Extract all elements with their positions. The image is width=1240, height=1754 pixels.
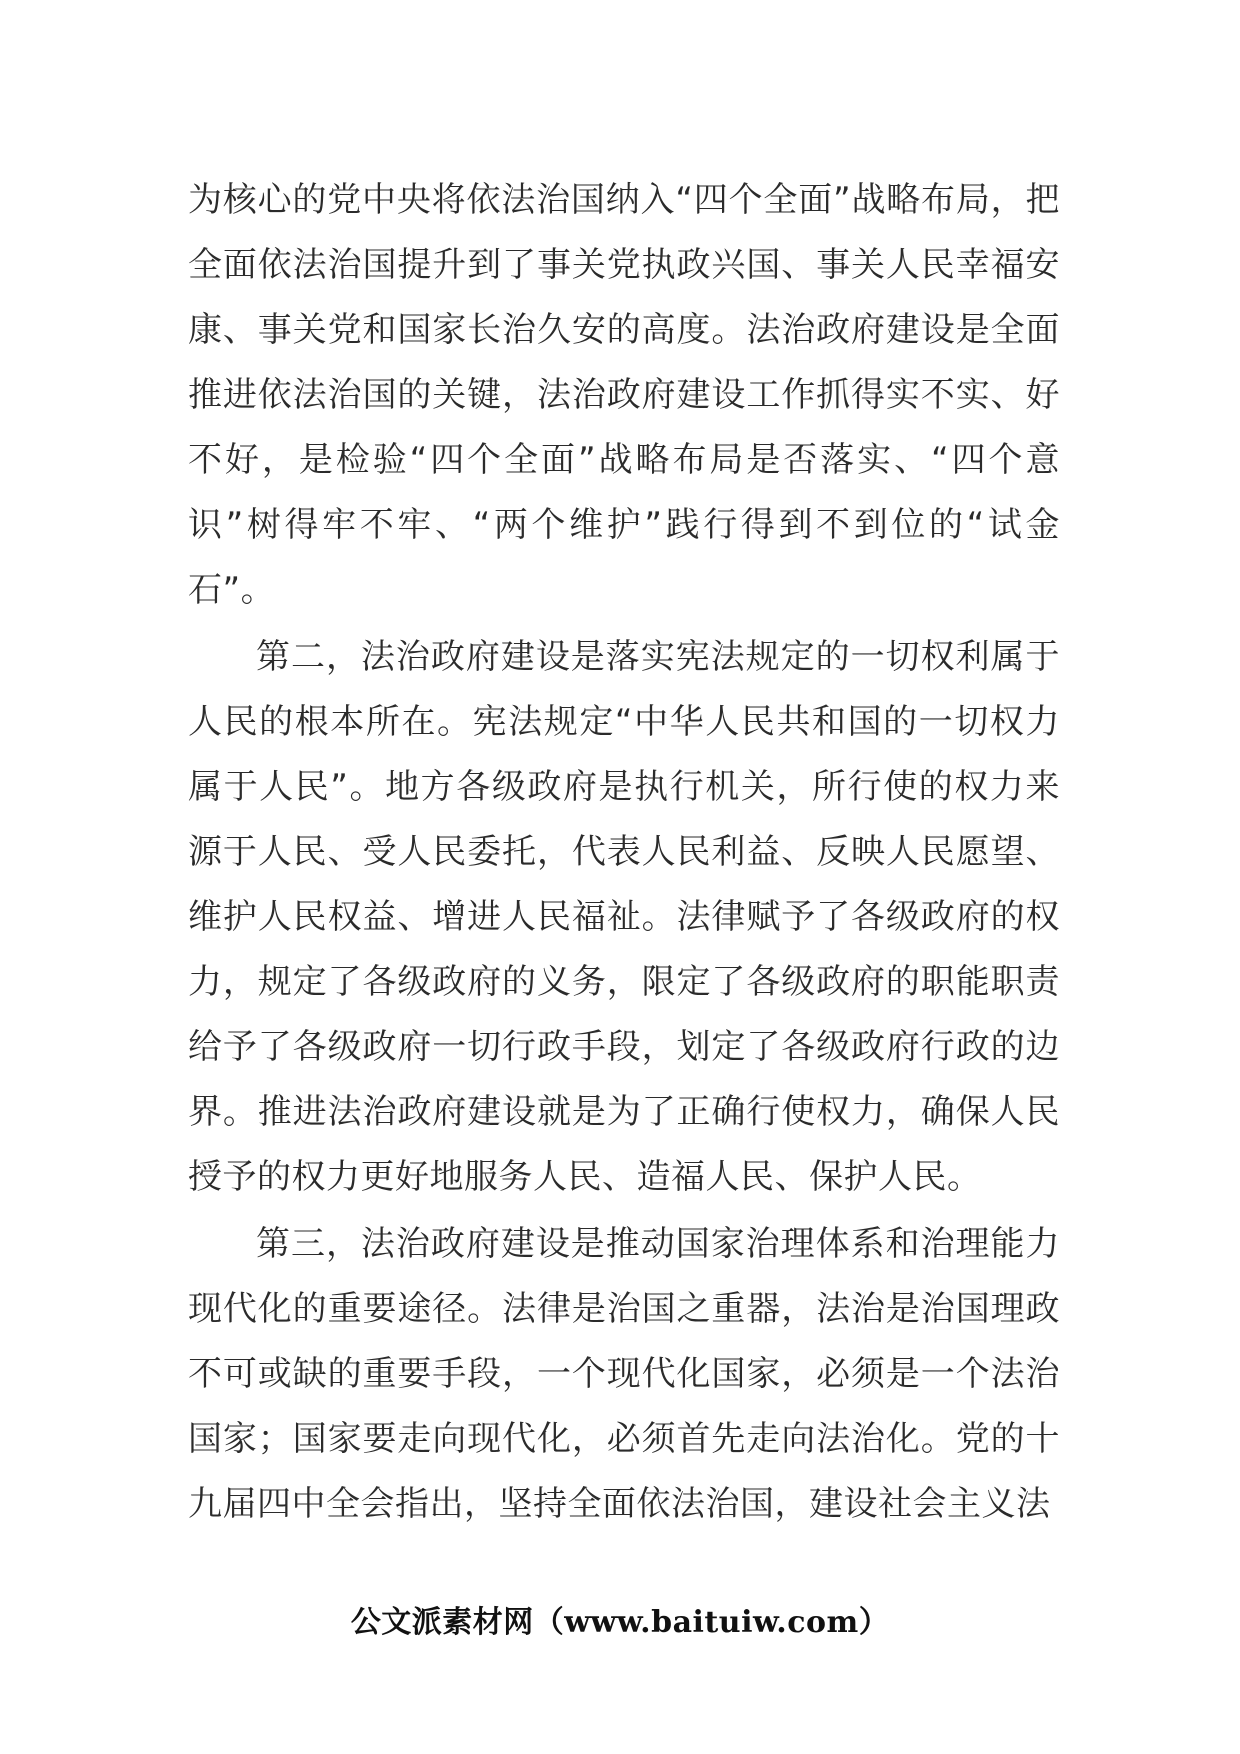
page-footer-watermark: 公文派素材网（www.baituiw.com） xyxy=(350,1605,890,1640)
document-body xyxy=(188,168,1060,1537)
paragraph-1: 为核心的党中央将依法治国纳入“四个全面”战略布局，把全面依法治国提升到了事关党执政兴国、事关人民幸福安康、事关党和国家长治久安的高度。法治政府建设是全面推进依法治国的关键，法治政府建设工作抓得实不实、好不好，是检验“四个全面”战略布局是否落实、“四个意识”树得牢不牢、“两个维护”践行得到不到位的“试金石”。 xyxy=(188,180,1060,610)
paragraph-3: 第三，法治政府建设是推动国家治理体系和治理能力现代化的重要途径。法律是治国之重器，法治是治国理政不可或缺的重要手段，一个现代化国家，必须是一个法治国家；国家要走向现代化，必须首先走向法治化。党的十九届四中全会指出，坚持全面依法治国，建设社会主义法 xyxy=(188,1224,1060,1524)
paragraph-2: 第二，法治政府建设是落实宪法规定的一切权利属于人民的根本所在。宪法规定“中华人民共和国的一切权力属于人民”。地方各级政府是执行机关，所行使的权力来源于人民、受人民委托，代表人民利益、反映人民愿望、维护人民权益、增进人民福祉。法律赋予了各级政府的权力，规定了各级政府的义务，限定了各级政府的职能职责给予了各级政府一切行政手段，划定了各级政府行政的边界。推进法治政府建设就是为了正确行使权力，确保人民授予的权力更好地服务人民、造福人民、保护人民。 xyxy=(188,637,1060,1197)
